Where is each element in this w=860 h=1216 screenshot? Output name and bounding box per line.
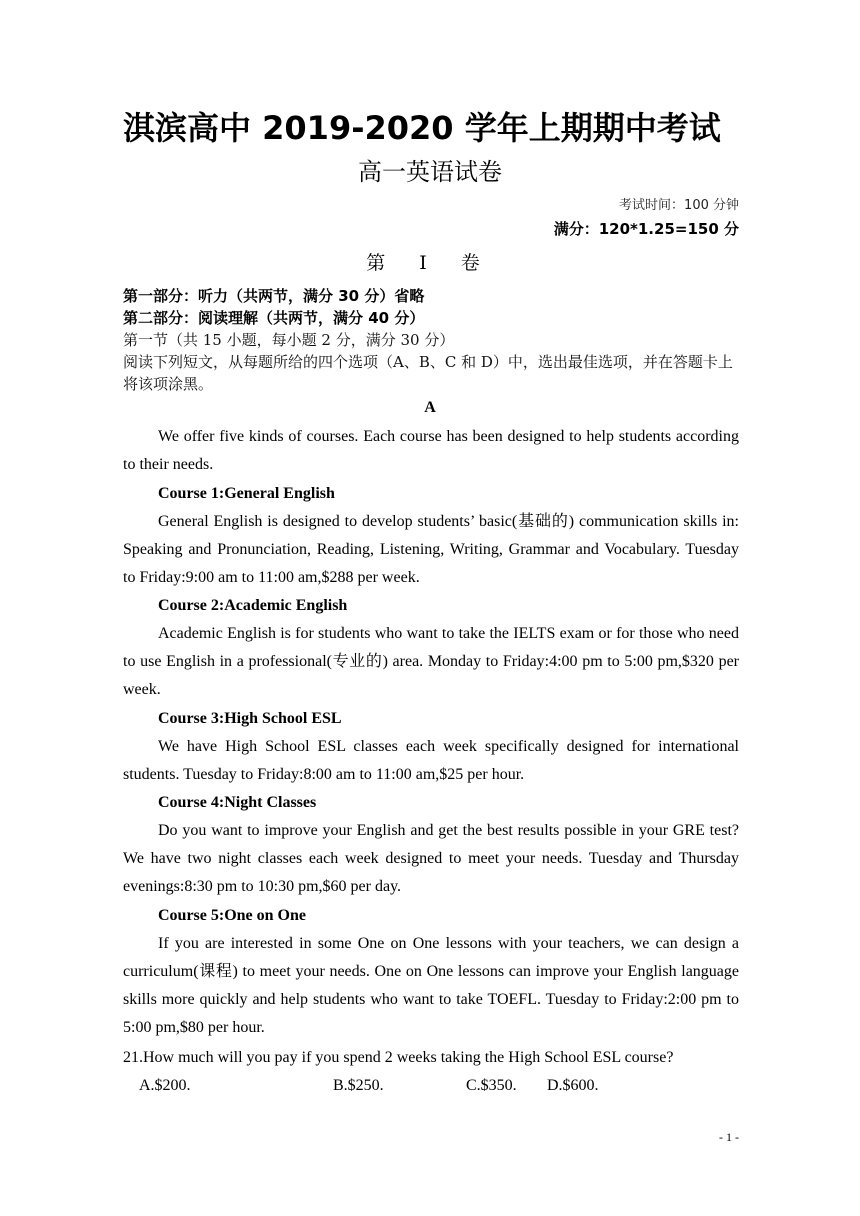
course-text: Do you want to improve your English and get the best results possible in your GRE test? We have two night classes each week designed to meet your needs. Tuesday and Thursday evenings:8:30 pm to 10:30 pm,$60 per day. [123, 822, 739, 895]
course-text: We have High School ESL classes each week specifically designed for international students. Tuesday to Friday:8:00 am to 11:00 am,$25 per hour. [123, 738, 739, 783]
passage-intro: We offer five kinds of courses. Each course has been designed to help students according to their needs. [123, 428, 739, 473]
exam-time: 考试时间：100 分钟 [619, 198, 739, 213]
volume-label: 第 Ⅰ 卷 [366, 252, 494, 274]
course-heading: Course 3:High School ESL [158, 710, 342, 727]
option-d: D.$600. [547, 1077, 599, 1094]
instructions: 阅读下列短文，从每题所给的四个选项（A、B、C 和 D）中，选出最佳选项，并在答题卡上将该项涂黑。 [123, 353, 733, 393]
full-score: 满分：120*1.25=150 分 [553, 220, 739, 238]
course-heading: Course 5:One on One [158, 907, 306, 924]
passage-label: A [424, 399, 436, 416]
option-c: C.$350. [466, 1077, 517, 1094]
course-text: If you are interested in some One on One lessons with your teachers, we can design a curriculum(课程) to meet your needs. One on One lessons can improve your English language skills more quickly and help students who want to take TOEFL. Tuesday to Friday:2:00 pm to 5:00 pm,$80 per hour. [123, 935, 739, 1036]
course-text: General English is designed to develop students’ basic(基础的) communication skills in: Speaking and Pronunciation, Reading, Listening, Writing, Grammar and Vocabulary. Tuesday to Friday:9:00 am to 11:00 am,$288 per week. [123, 513, 739, 586]
course-heading: Course 2:Academic English [158, 597, 348, 614]
part-two-heading: 第二部分：阅读理解（共两节，满分 40 分） [123, 309, 425, 327]
exam-subtitle: 高一英语试卷 [358, 158, 502, 186]
page-number: - 1 - [719, 1130, 739, 1144]
section-one-note: 第一节（共 15 小题，每小题 2 分，满分 30 分） [123, 331, 455, 349]
option-b: B.$250. [333, 1077, 384, 1094]
option-a: A.$200. [139, 1077, 191, 1094]
question-stem: 21.How much will you pay if you spend 2 weeks taking the High School ESL course? [123, 1049, 674, 1066]
course-heading: Course 4:Night Classes [158, 794, 317, 811]
part-one-heading: 第一部分：听力（共两节，满分 30 分）省略 [123, 287, 425, 305]
course-heading: Course 1:General English [158, 485, 335, 502]
exam-title: 淇滨高中 2019-2020 学年上期期中考试 [123, 109, 721, 147]
course-text: Academic English is for students who want to take the IELTS exam or for those who need to use English in a professional(专业的) area. Monday to Friday:4:00 pm to 5:00 pm,$320 per week. [123, 625, 739, 698]
